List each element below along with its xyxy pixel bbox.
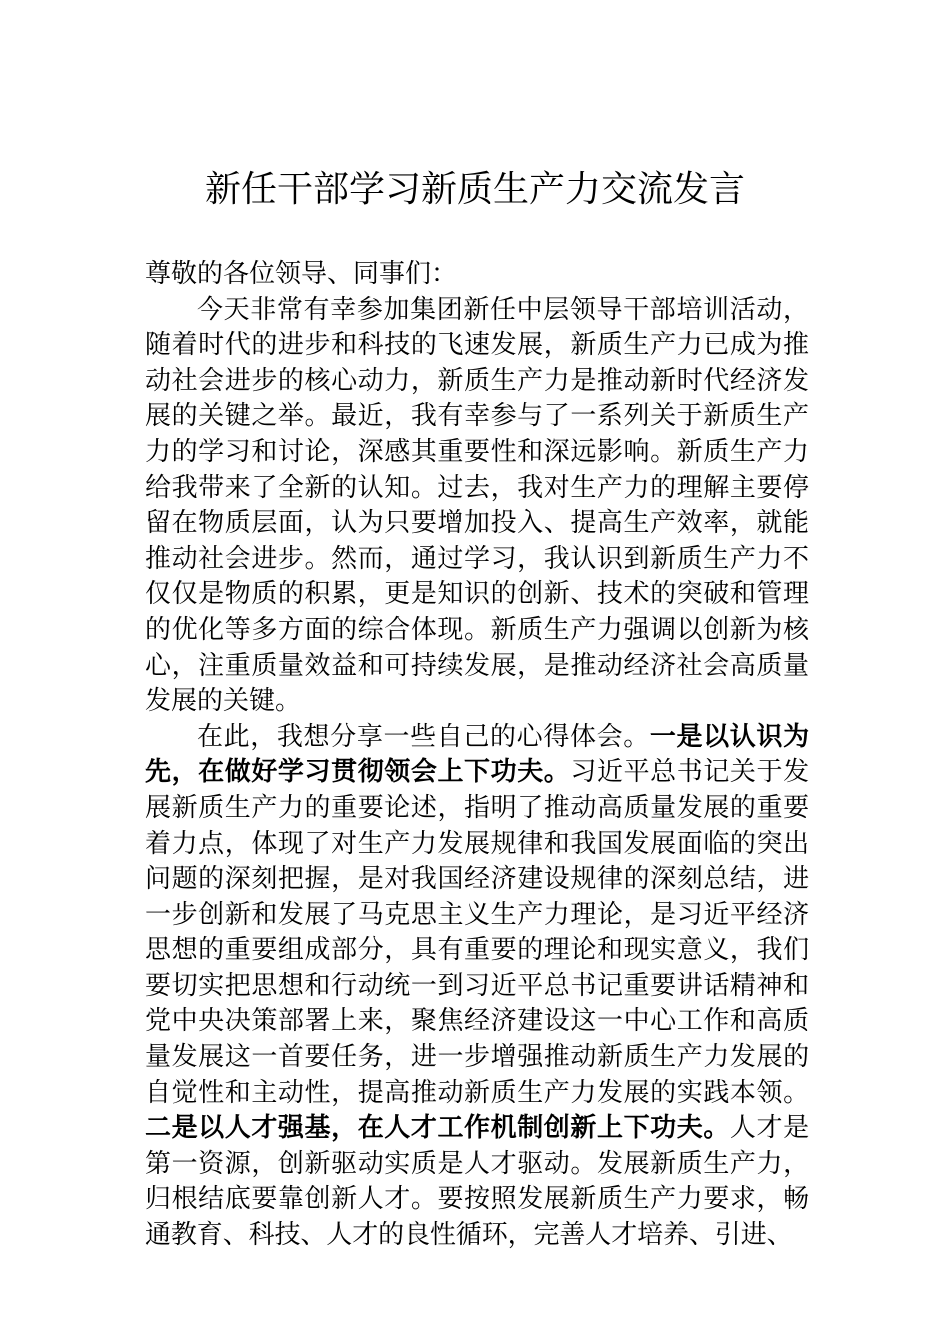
point-1-heading: 一是以认识为先，在做好学习贯彻领会上下功夫。: [145, 721, 809, 788]
paragraph-2-intro: 在此，我想分享一些自己的心得体会。: [197, 721, 650, 752]
paragraph-1: 今天非常有幸参加集团新任中层领导干部培训活动，随着时代的进步和科技的飞速发展，新质生产力已成为推动社会进步的核心动力，新质生产力是推动新时代经济发展的关键之举。最近，我有幸参与了一系列关于新质生产力的学习和讨论，深感其重要性和深远影响。新质生产力给我带来了全新的认知。过去，我对生产力的理解主要停留在物质层面，认为只要增加投入、提高生产效率，就能推动社会进步。然而，通过学习，我认识到新质生产力不仅仅是物质的积累，更是知识的创新、技术的突破和管理的优化等多方面的综合体现。新质生产力强调以创新为核心，注重质量效益和可持续发展，是推动经济社会高质量发展的关键。: [145, 294, 809, 717]
paragraph-2: [145, 720, 809, 1254]
point-1-body: 习近平总书记关于发展新质生产力的重要论述，指明了推动高质量发展的重要着力点，体现了对生产力发展规律和我国发展面临的突出问题的深刻把握，是对我国经济建设规律的深刻总结，进一步创新和发展了马克思主义生产力理论，是习近平经济思想的重要组成部分，具有重要的理论和现实意义，我们要切实把思想和行动统一到习近平总书记重要讲话精神和党中央决策部署上来，聚焦经济建设这一中心工作和高质量发展这一首要任务，进一步增强推动新质生产力发展的自觉性和主动性，提高推动新质生产力发展的实践本领。: [145, 757, 809, 1108]
document-body: [145, 257, 809, 1254]
salutation: 尊敬的各位领导、同事们：: [145, 259, 458, 289]
point-2-heading: 二是以人才强基，在人才工作机制创新上下功夫。: [145, 1113, 730, 1144]
point-2-body: 人才是第一资源，创新驱动实质是人才驱动。发展新质生产力，归根结底要靠创新人才。要按照发展新质生产力要求，畅通教育、科技、人才的良性循环，完善人才培养、引进、: [145, 1113, 809, 1251]
document-title: 新任干部学习新质生产力交流发言: [204, 169, 745, 210]
